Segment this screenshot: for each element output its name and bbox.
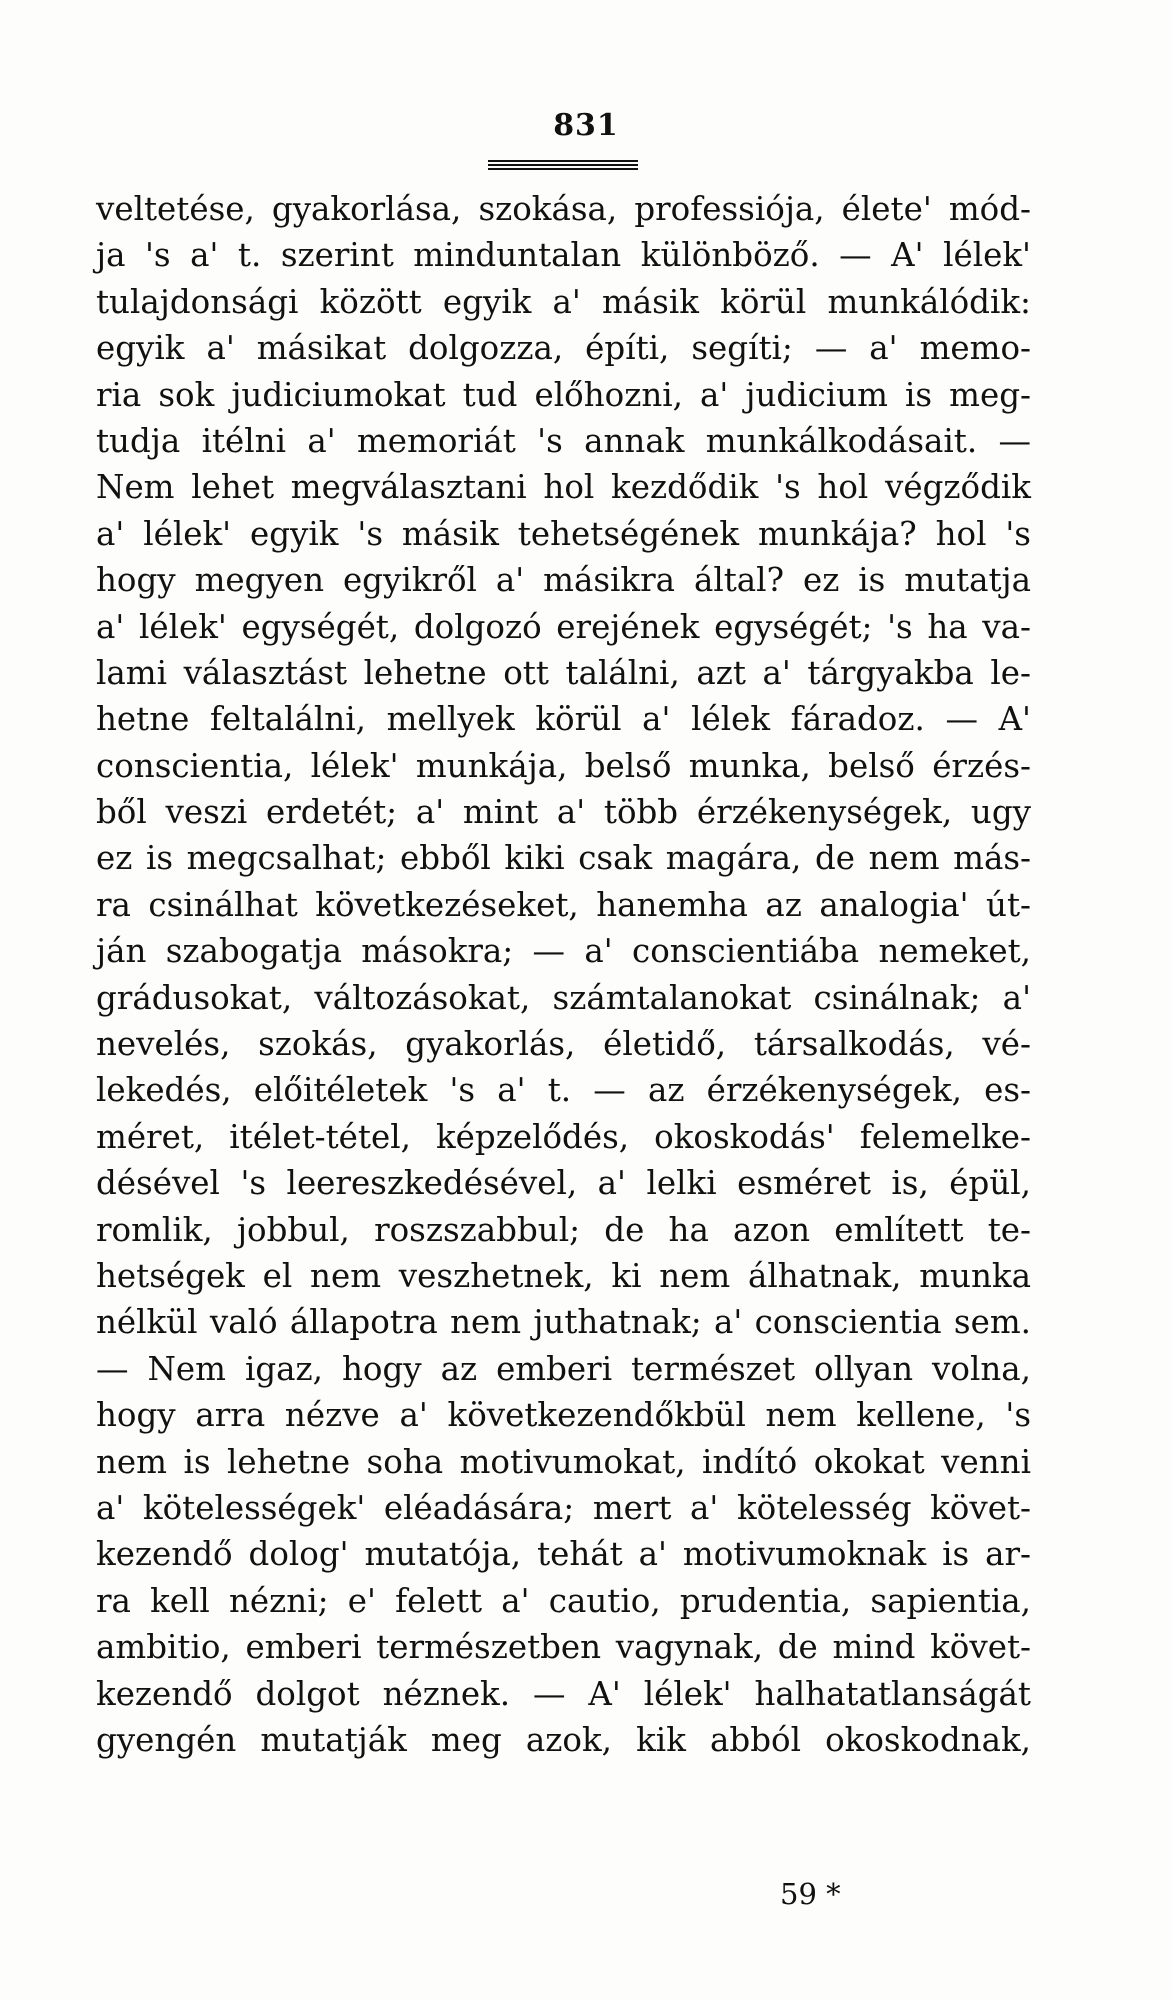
text-line: kezendő dolgot néznek. — A' lélek' halhatatlanságát [96,1674,1031,1713]
text-line: tulajdonsági között egyik a' másik körül munkálódik: [96,282,1031,321]
text-line: Nem lehet megválasztani hol kezdődik 's hol végződik [96,468,1031,507]
text-line: désével 's leereszkedésével, a' lelki esméret is, épül, [96,1164,1031,1203]
text-line: a' lélek' egységét, dolgozó erejének egységét; 's ha va- [96,607,1031,646]
text-line: nem is lehetne soha motivumokat, indító okokat venni [96,1442,1031,1481]
text-line: grádusokat, változásokat, számtalanokat csinálnak; a' [96,978,1031,1017]
text-line: hetne feltalálni, mellyek körül a' lélek fáradoz. — A' [96,700,1031,739]
text-line: hogy megyen egyikről a' másikra által? ez is mutatja [96,561,1031,600]
text-line: nevelés, szokás, gyakorlás, életidő, társalkodás, vé- [96,1025,1031,1064]
text-line: ja 's a' t. szerint minduntalan különböző. — A' lélek' [96,236,1031,275]
text-line: ra csinálhat következéseket, hanemha az analogia' út- [96,885,1031,924]
text-line: nélkül való állapotra nem juthatnak; a' conscientia sem. [96,1303,1031,1342]
text-line: lekedés, előitéletek 's a' t. — az érzékenységek, es- [96,1071,1031,1110]
text-line: romlik, jobbul, roszszabbul; de ha azon említett te- [96,1210,1031,1249]
body-text [96,186,1031,1763]
text-line: ből veszi erdetét; a' mint a' több érzékenységek, ugy [96,793,1031,832]
text-line: a' kötelességek' eléadására; mert a' kötelesség követ- [96,1488,1031,1527]
text-line: ez is megcsalhat; ebből kiki csak magára, de nem más- [96,839,1031,878]
text-line: ria sok judiciumokat tud előhozni, a' judicium is meg- [96,375,1031,414]
text-line: conscientia, lélek' munkája, belső munka, belső érzés- [96,746,1031,785]
text-line: ján szabogatja másokra; — a' conscientiába nemeket, [96,932,1031,971]
text-line: lami választást lehetne ott találni, azt a' tárgyakba le- [96,653,1031,692]
text-line: veltetése, gyakorlása, szokása, professiója, élete' mód- [96,190,1031,228]
page-number: 831 [553,108,619,143]
text-line: tudja itélni a' memoriát 's annak munkálkodásait. — [96,421,1031,460]
header-rule [488,160,638,176]
text-line: ra kell nézni; e' felett a' cautio, prudentia, sapientia, [96,1581,1031,1620]
text-line: kezendő dolog' mutatója, tehát a' motivumoknak is ar- [96,1535,1031,1574]
text-line: méret, itélet-tétel, képzelődés, okoskodás' felemelke- [96,1117,1031,1156]
text-line: hetségek el nem veszhetnek, ki nem álhatnak, munka [96,1256,1031,1295]
text-line: gyengén mutatják meg azok, kik abból okoskodnak, [96,1720,1031,1759]
text-line: ambitio, emberi természetben vagynak, de mind követ- [96,1628,1031,1667]
text-line: egyik a' másikat dolgozza, építi, segíti; — a' memo- [96,329,1031,368]
text-line: — Nem igaz, hogy az emberi természet ollyan volna, [96,1349,1031,1388]
text-line: a' lélek' egyik 's másik tehetségének munkája? hol 's [96,514,1031,553]
printer-signature-mark: 59 * [780,1877,841,1911]
text-line: hogy arra nézve a' következendőkbül nem kellene, 's [96,1396,1031,1435]
